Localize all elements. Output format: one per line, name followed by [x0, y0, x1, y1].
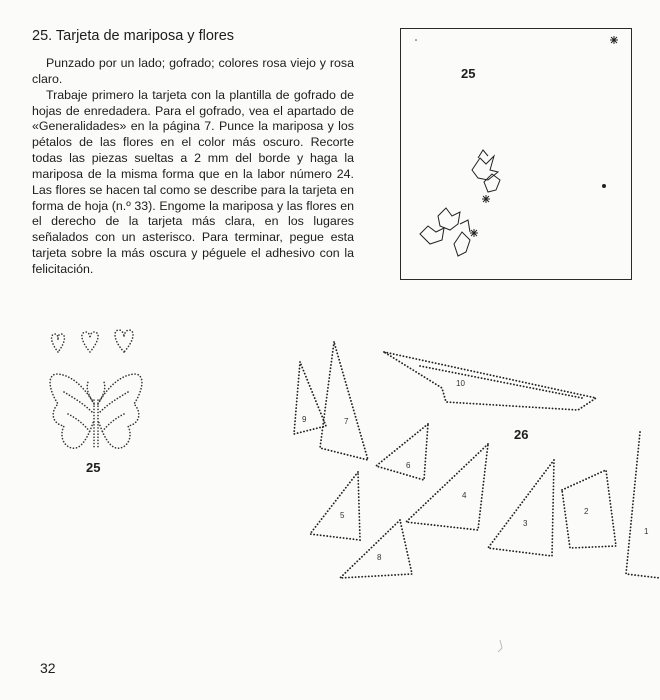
corner-dot	[415, 39, 417, 41]
piece-number-5: 5	[340, 511, 345, 520]
piece-number-10: 10	[456, 379, 465, 388]
page-number: 32	[40, 660, 56, 676]
butterfly-pattern	[50, 374, 142, 448]
asterisk-mark-mid	[482, 195, 490, 203]
piece-number-7: 7	[344, 417, 349, 426]
piece-outline-4	[406, 444, 488, 530]
card-figure-label: 25	[461, 66, 476, 81]
piece-outline-1	[626, 432, 660, 578]
piece-number-9: 9	[302, 415, 307, 424]
piece-outline-2	[562, 470, 616, 548]
steps-paragraph: Trabaje primero la tarjeta con la plantilla de gofrado de hojas de enredadera. Para el gofrado, vea el apartado de «Generalidades» en la página 7. Punce la mariposa y los pétalos de las flores en el color más oscuro. Recorte todas las piezas sueltas a 2 mm del borde y haga la mariposa de la misma forma que en la labor número 24. Las flores se hacen tal como se describe para la tarjeta en forma de hoja (n.º 33). Engome la mariposa y las flores en el derecho de la tarjeta más clara, en los lugares señalados con un asterisco. Para terminar, pegue esta tarjeta sobre la más oscura y péguele el adhesivo con la felicitación.	[32, 87, 354, 276]
piece-outline-5	[310, 472, 360, 540]
piece-outline-6	[376, 424, 428, 480]
heart-outline-1	[52, 334, 65, 352]
piece-number-3: 3	[523, 519, 528, 528]
heart-patterns	[52, 330, 133, 352]
pieces-figure-label: 26	[514, 427, 529, 442]
scan-mark	[498, 640, 502, 652]
asterisk-mark-top	[610, 36, 618, 44]
ivy-leaves-lower	[420, 208, 470, 256]
butterfly-figure-label: 25	[86, 460, 101, 475]
piece-outline-10	[384, 352, 596, 410]
piece-outline-9	[294, 362, 326, 434]
ivy-leaves-upper	[472, 150, 500, 192]
materials-paragraph: Punzado por un lado; gofrado; colores rosa viejo y rosa claro.	[32, 56, 354, 86]
piece-outlines	[294, 342, 660, 578]
placement-dot	[602, 184, 606, 188]
piece-number-1: 1	[644, 527, 649, 536]
piece-number-8: 8	[377, 553, 382, 562]
heart-outline-2	[82, 332, 98, 352]
heart-outline-3	[115, 330, 133, 352]
asterisk-mark-lower	[470, 229, 478, 237]
card-decorations	[415, 36, 618, 256]
piece-outline-8	[340, 520, 412, 578]
piece-outline-7	[320, 342, 368, 460]
piece-numbers	[302, 379, 649, 562]
piece-number-6: 6	[406, 461, 411, 470]
piece-number-2: 2	[584, 507, 589, 516]
section-heading: 25. Tarjeta de mariposa y flores	[32, 28, 235, 44]
piece-outline-3	[488, 460, 554, 556]
piece-number-4: 4	[462, 491, 467, 500]
